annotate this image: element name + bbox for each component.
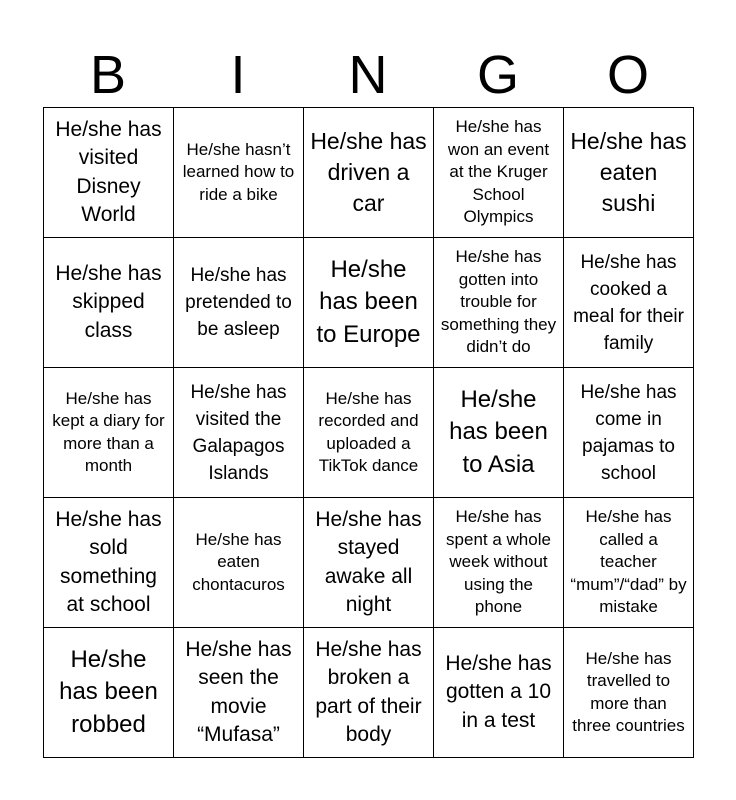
bingo-board	[43, 107, 694, 758]
cell-text: He/she has gotten into trouble for something they didn’t do	[440, 247, 557, 357]
bingo-cell[interactable]	[44, 108, 174, 238]
cell-text: He/she has skipped class	[55, 261, 162, 342]
bingo-header	[43, 44, 693, 106]
bingo-cell[interactable]	[44, 498, 174, 628]
cell-text: He/she has gotten a 10 in a test	[445, 651, 552, 732]
bingo-cell[interactable]	[44, 368, 174, 498]
bingo-cell[interactable]	[564, 238, 694, 368]
cell-text: He/she has called a teacher “mum”/“dad” by mistake	[570, 507, 687, 617]
bingo-cell[interactable]	[304, 238, 434, 368]
bingo-cell[interactable]	[304, 108, 434, 238]
cell-text: He/she has kept a diary for more than a month	[52, 388, 165, 475]
cell-text: He/she has broken a part of their body	[315, 637, 422, 746]
bingo-cell[interactable]	[304, 628, 434, 758]
bingo-cell[interactable]	[174, 238, 304, 368]
bingo-cell[interactable]	[564, 628, 694, 758]
cell-text: He/she has been to Asia	[449, 385, 548, 478]
bingo-cell[interactable]	[44, 238, 174, 368]
cell-text: He/she has spent a whole week without using the phone	[446, 507, 551, 617]
bingo-cell[interactable]	[304, 368, 434, 498]
bingo-cell[interactable]	[434, 238, 564, 368]
board-row	[44, 238, 694, 368]
bingo-cell[interactable]	[434, 498, 564, 628]
bingo-cell[interactable]	[174, 628, 304, 758]
bingo-cell[interactable]	[434, 368, 564, 498]
cell-text: He/she has won an event at the Kruger School Olympics	[447, 117, 550, 227]
header-letter-i: I	[230, 45, 246, 105]
bingo-cell[interactable]	[174, 108, 304, 238]
cell-text: He/she has travelled to more than three countries	[572, 648, 685, 735]
bingo-cell[interactable]	[434, 108, 564, 238]
header-letter-b: B	[89, 45, 127, 105]
cell-text: He/she has sold something at school	[55, 507, 162, 616]
cell-text: He/she has come in pajamas to school	[580, 381, 677, 484]
cell-text: He/she has pretended to be asleep	[185, 265, 292, 340]
bingo-cell[interactable]	[564, 498, 694, 628]
board-row	[44, 108, 694, 238]
bingo-cell[interactable]	[564, 368, 694, 498]
header-letter-o: O	[606, 45, 649, 105]
cell-text: He/she has recorded and uploaded a TikTok dance	[318, 388, 419, 475]
cell-text: He/she has driven a car	[310, 128, 427, 216]
cell-text: He/she has been to Europe	[316, 255, 421, 348]
cell-text: He/she has cooked a meal for their family	[573, 251, 684, 354]
board-row	[44, 368, 694, 498]
cell-text: He/she has visited the Galapagos Islands	[190, 381, 287, 484]
cell-text: He/she has been robbed	[59, 645, 158, 738]
bingo-cell[interactable]	[174, 498, 304, 628]
header-letter-g: G	[476, 45, 519, 105]
bingo-cell[interactable]	[304, 498, 434, 628]
bingo-cell[interactable]	[174, 368, 304, 498]
bingo-cell[interactable]	[564, 108, 694, 238]
cell-text: He/she has seen the movie “Mufasa”	[185, 637, 292, 746]
cell-text: He/she has eaten chontacuros	[192, 529, 285, 594]
cell-text: He/she has stayed awake all night	[315, 507, 422, 616]
cell-text: He/she has visited Disney World	[55, 117, 162, 226]
bingo-cell[interactable]	[44, 628, 174, 758]
board-row	[44, 498, 694, 628]
header-letter-n: N	[348, 45, 388, 105]
cell-text: He/she has eaten sushi	[570, 128, 687, 216]
cell-text: He/she hasn’t learned how to ride a bike	[182, 139, 295, 204]
board-row	[44, 628, 694, 758]
bingo-cell[interactable]	[434, 628, 564, 758]
